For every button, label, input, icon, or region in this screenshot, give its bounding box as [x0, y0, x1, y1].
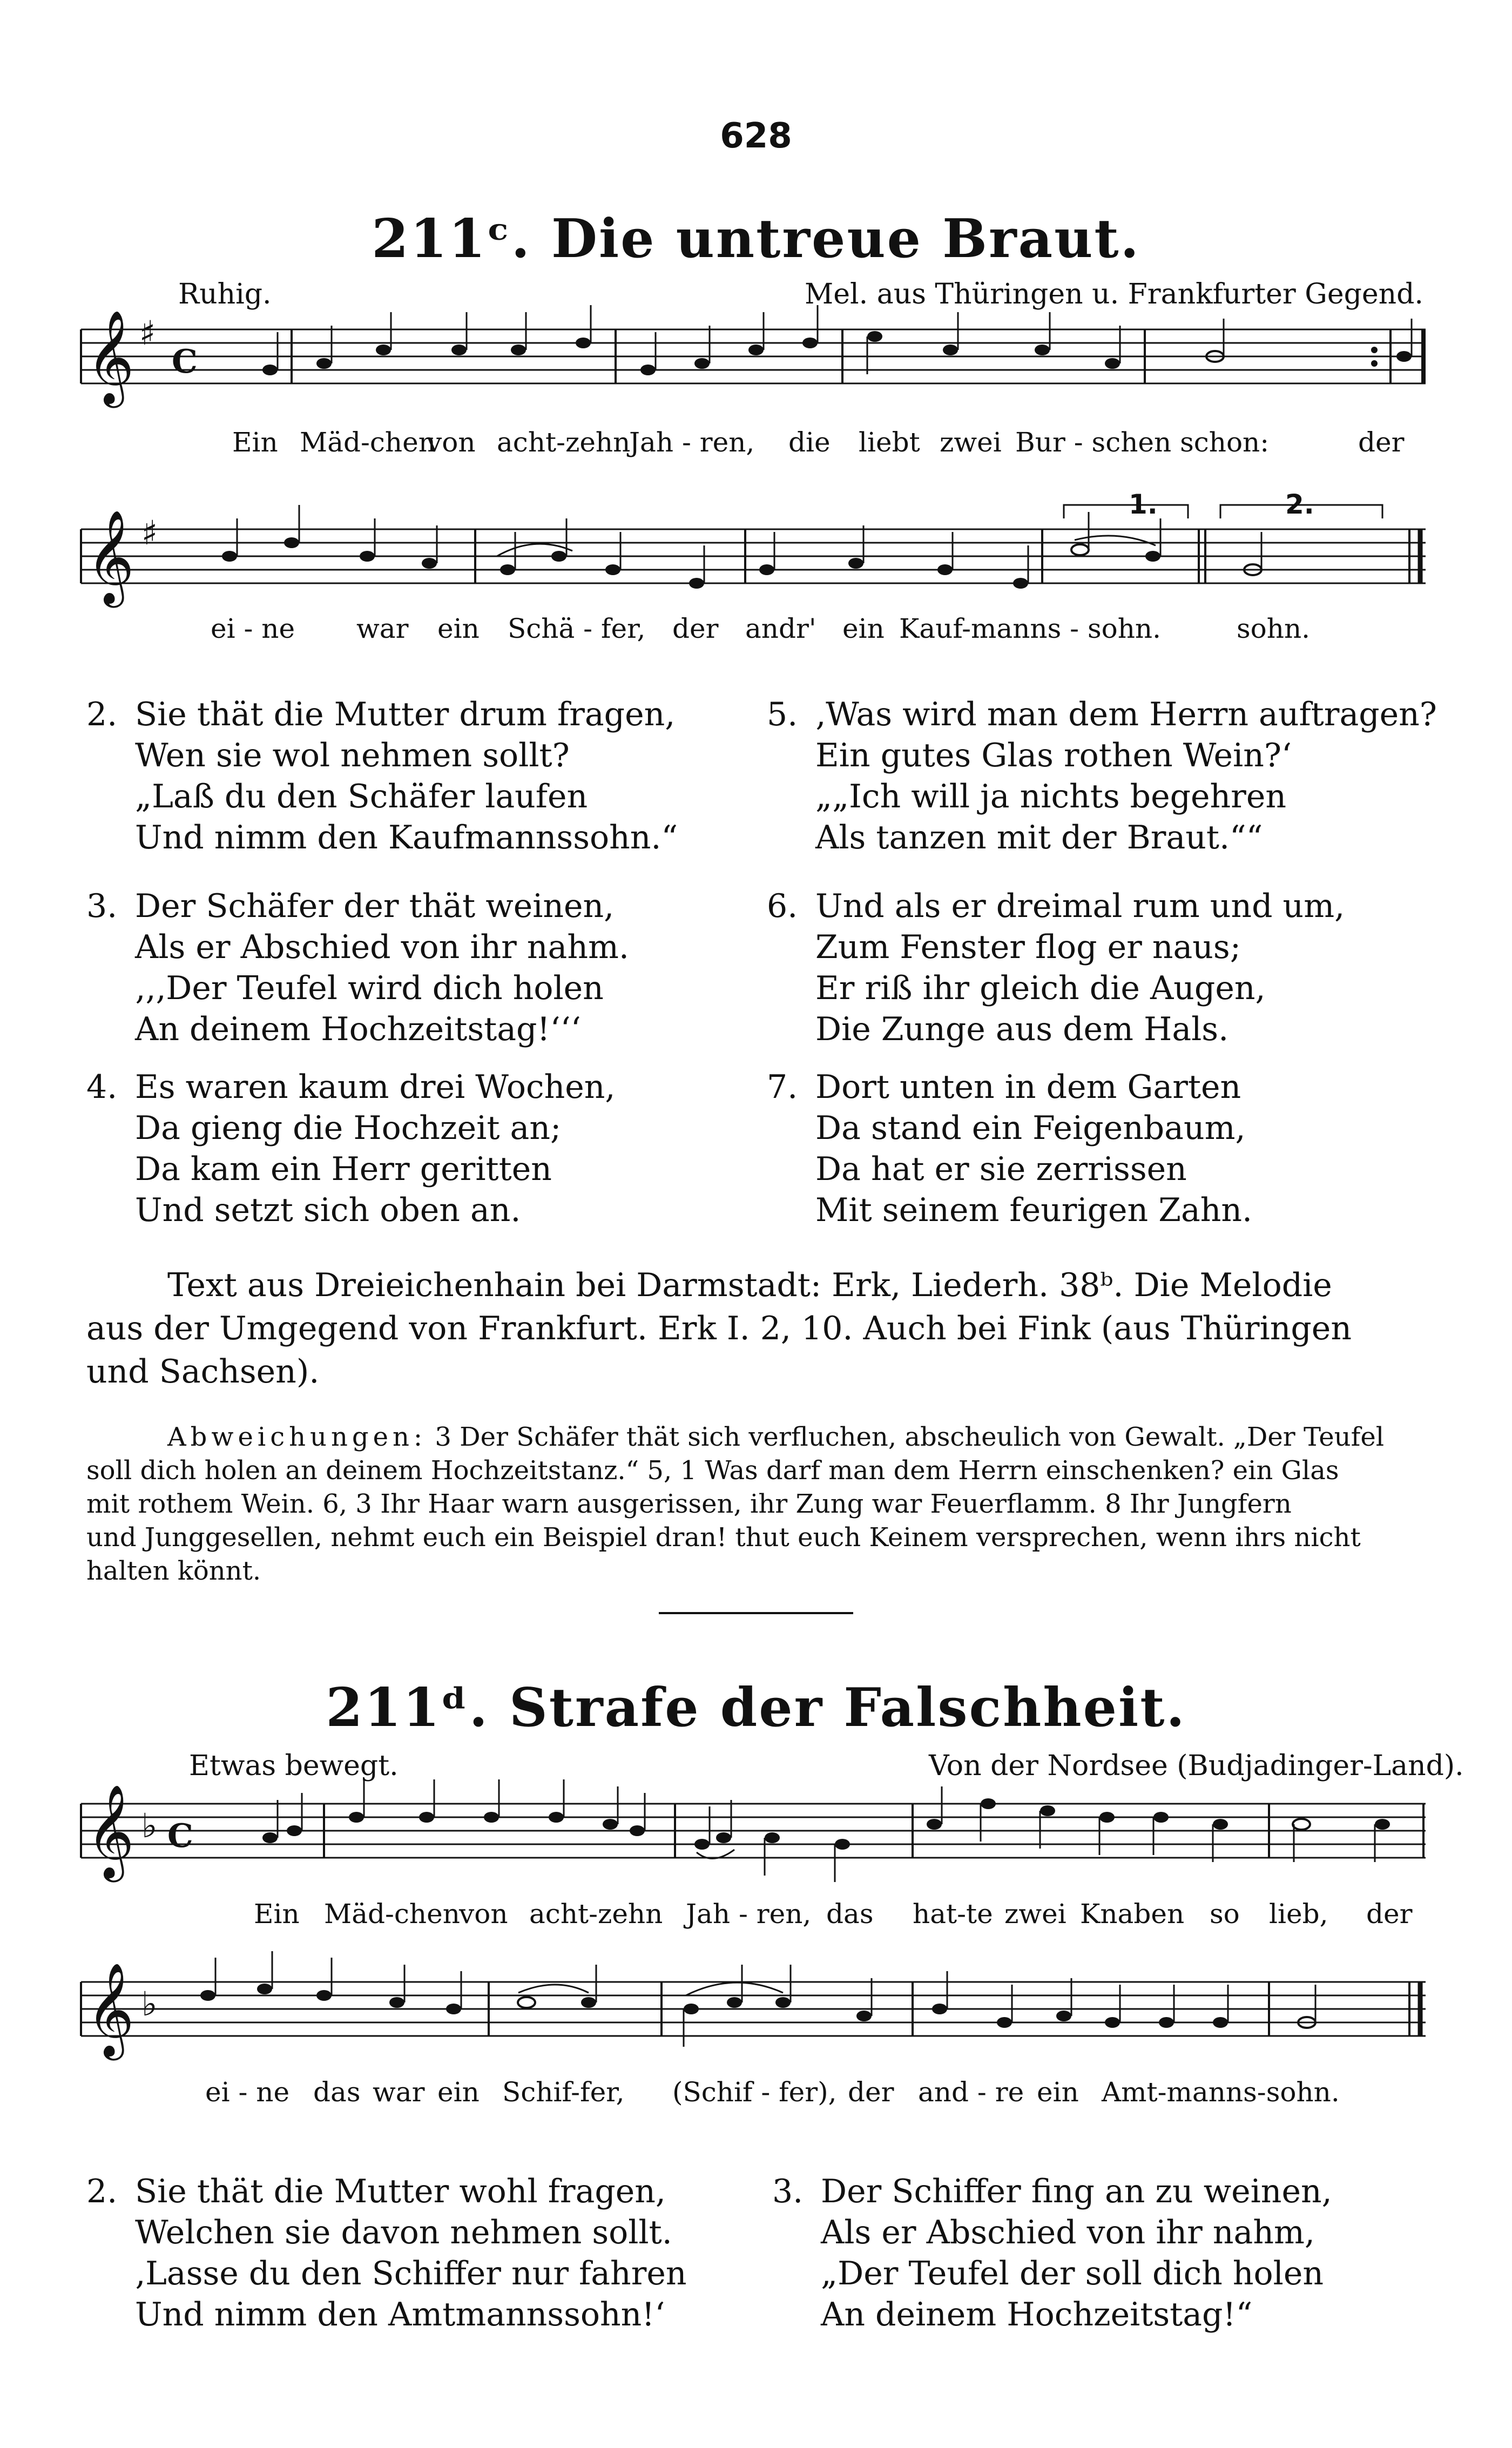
common-time-icon: C — [172, 343, 198, 381]
song2-tempo: Etwas bewegt. — [189, 1750, 399, 1782]
song1-verse-3: 3. Der Schäfer der thät weinen, Als er Abschied von ihr nahm. ‚‚‚Der Teufel wird dich holen An deinem Hochzeitstag!‘‘‘ — [86, 887, 629, 1048]
flat-icon: ♭ — [141, 1984, 158, 2024]
ending-2-label: 2. — [1285, 489, 1314, 520]
common-time-icon: C — [167, 1817, 193, 1855]
song1-verse-2: 2. Sie thät die Mutter drum fragen, Wen sie wol nehmen sollt? „Laß du den Schäfer laufen Und nimm den Kaufmannssohn.“ — [86, 696, 678, 857]
sharp-icon: ♯ — [141, 513, 158, 552]
song2-verse-2: 2. Sie thät die Mutter wohl fragen, Welchen sie davon nehmen sollt. ‚Lasse du den Schiffer nur fahren Und nimm den Amtmannssohn!‘ — [86, 2173, 687, 2334]
song1-verse-6: 6. Und als er dreimal rum und um, Zum Fenster flog er naus; Er riß ihr gleich die Augen, Die Zunge aus dem Hals. — [767, 887, 1345, 1048]
section-divider — [659, 1612, 853, 1614]
song2-title: 211ᵈ. Strafe der Falschheit. — [326, 1677, 1186, 1739]
variants-label: Abweichungen: — [167, 1422, 427, 1452]
treble-clef-icon: 𝄞 — [86, 1963, 134, 2056]
song1-staff-1 — [0, 292, 1512, 454]
song1-title: 211ᶜ. Die untreue Braut. — [372, 208, 1140, 270]
page-number: 628 — [720, 116, 792, 156]
song2-origin: Von der Nordsee (Budjadinger-Land). — [929, 1750, 1464, 1782]
song1-origin: Mel. aus Thüringen u. Frankfurter Gegend. — [805, 278, 1423, 311]
song2-verse-3: 3. Der Schiffer fing an zu weinen, Als er Abschied von ihr nahm, „Der Teufel der soll dich holen An deinem Hochzeitstag!“ — [772, 2173, 1332, 2334]
ending-1-label: 1. — [1129, 489, 1158, 520]
treble-clef-icon: 𝄞 — [86, 510, 134, 604]
song1-tempo: Ruhig. — [178, 278, 272, 311]
treble-clef-icon: 𝄞 — [86, 1784, 134, 1878]
song1-verse-7: 7. Dort unten in dem Garten Da stand ein Feigenbaum, Da hat er sie zerrissen Mit seinem feurigen Zahn. — [767, 1068, 1253, 1229]
sharp-icon: ♯ — [139, 313, 156, 353]
treble-clef-icon: 𝄞 — [86, 310, 134, 404]
flat-icon: ♭ — [141, 1806, 158, 1845]
song1-source-note: Text aus Dreieichenhain bei Darmstadt: Erk, Liederh. 38ᵇ. Die Melodie aus der Umgegend von Frankfurt. Erk I. 2, 10. Auch bei Fink (aus Thüringen und Sachsen). — [86, 1266, 1352, 1391]
song1-verse-5: 5. ‚Was wird man dem Herrn auftragen? Ein gutes Glas rothen Wein?‘ „„Ich will ja nichts begehren Als tanzen mit der Braut.““ — [767, 696, 1437, 857]
song1-variants: Abweichungen: 3 Der Schäfer thät sich verfluchen, abscheulich von Gewalt. „Der Teufel soll dich holen an deinem Hochzeitstanz.“ 5, 1 Was darf man dem Herrn einschenken? ein Glas mit rothem Wein. 6, 3 Ihr Haar warn ausgerissen, ihr Zung war Feuerflamm. 8 Ihr Jungfern und Junggesellen, nehmt euch ein Beispiel dran! thut euch Keinem versprechen, wenn ihrs nicht halten könnt. — [86, 1422, 1385, 1586]
song1-verse-4: 4. Es waren kaum drei Wochen, Da gieng die Hochzeit an; Da kam ein Herr geritten Und setzt sich oben an. — [86, 1068, 616, 1229]
